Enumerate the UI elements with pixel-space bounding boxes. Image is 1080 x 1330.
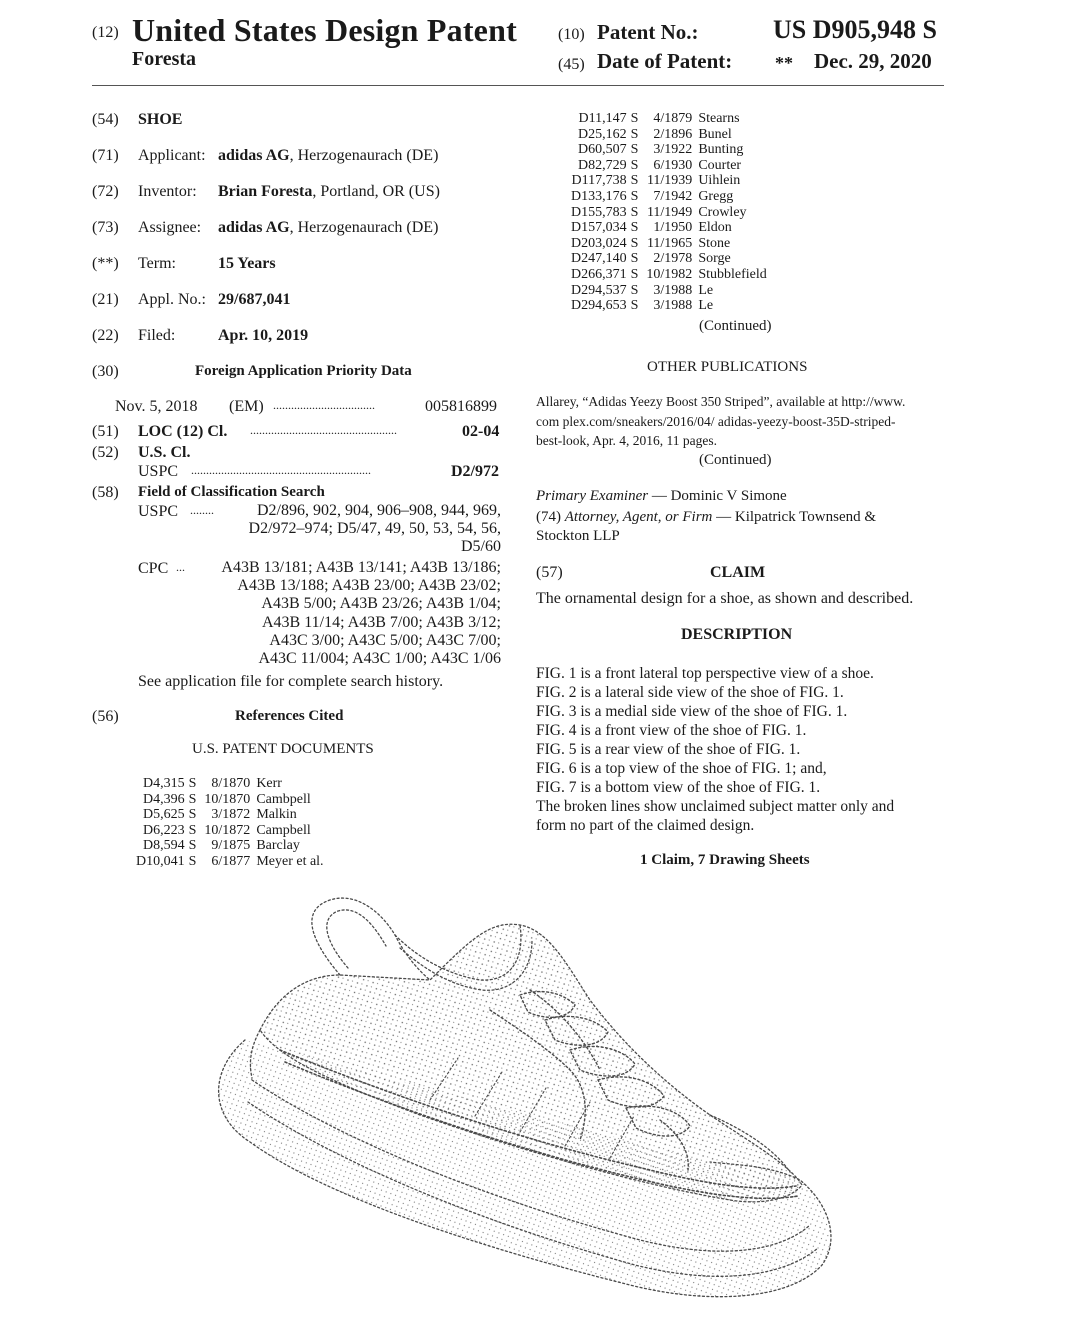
reference-date: 6/1930 <box>653 157 693 173</box>
inid-code-45: (45) <box>558 56 585 73</box>
priority-date: Nov. 5, 2018 <box>115 398 198 415</box>
inid-code-74: (74) <box>536 509 561 525</box>
reference-name: Sorge <box>698 251 731 267</box>
applicant-value <box>218 147 438 165</box>
reference-date: 6/1877 <box>211 853 251 869</box>
search-uspc-line: D5/60 <box>461 538 501 556</box>
inid-code-10: (10) <box>558 26 585 43</box>
inid-code-54: (54) <box>92 111 119 128</box>
cpc-line: A43B 11/14; A43B 7/00; A43B 3/12; <box>262 613 501 631</box>
inid-code-56: (56) <box>92 708 119 725</box>
inid-code-term: (**) <box>92 255 119 272</box>
reference-date: 8/1870 <box>211 776 251 791</box>
reference-date: 4/1879 <box>653 111 693 126</box>
right-references-table <box>571 111 767 314</box>
cpc-values <box>221 559 501 668</box>
priority-number: 005816899 <box>425 398 497 415</box>
description-line: FIG. 4 is a front view of the shoe of FIG. 1. <box>536 722 807 739</box>
reference-number: D25,162 <box>578 126 627 142</box>
inid-code-58: (58) <box>92 484 119 501</box>
reference-date: 3/1988 <box>653 298 693 314</box>
attorney-label: Attorney, Agent, or Firm <box>564 509 713 525</box>
priority-office: (EM) <box>229 398 264 415</box>
reference-name: Campbell <box>256 822 311 838</box>
reference-name: Malkin <box>256 807 297 823</box>
reference-date: 10/1872 <box>204 822 251 838</box>
description-body <box>536 664 894 835</box>
reference-kind: S <box>630 157 639 173</box>
reference-kind: S <box>630 235 639 251</box>
description-line: FIG. 5 is a rear view of the shoe of FIG. 1. <box>536 741 801 758</box>
assignee-value <box>218 219 438 237</box>
reference-number: D4,315 <box>143 776 185 791</box>
title-of-design: SHOE <box>138 111 183 128</box>
applicant-name: adidas AG <box>218 147 290 164</box>
inventor-short-name: Foresta <box>132 48 197 70</box>
cpc-line: A43B 13/188; A43B 23/00; A43B 23/02; <box>237 577 501 595</box>
reference-name: Stearns <box>698 111 740 126</box>
reference-date: 10/1870 <box>204 791 251 807</box>
search-uspc-line: D2/972–974; D5/47, 49, 50, 53, 54, 56, <box>248 520 501 538</box>
reference-name: Stone <box>698 235 731 251</box>
description-line: FIG. 7 is a bottom view of the shoe of FIG. 1. <box>536 779 821 796</box>
inid-code-12: (12) <box>92 24 119 41</box>
cpc-dots: ... <box>176 560 185 574</box>
reference-name: Crowley <box>698 204 747 220</box>
reference-number: D133,176 <box>571 188 627 204</box>
classification-search-title: Field of Classification Search <box>138 484 325 500</box>
reference-number: D5,625 <box>143 807 185 823</box>
reference-date: 10/1982 <box>646 266 693 282</box>
claim-title: CLAIM <box>710 564 766 581</box>
appl-no-label: Appl. No.: <box>138 291 206 308</box>
applicant-location: , Herzogenaurach (DE) <box>289 147 439 164</box>
date-of-patent-label: Date of Patent: <box>597 49 733 73</box>
reference-kind: S <box>188 853 197 869</box>
reference-row <box>571 205 767 221</box>
reference-row <box>136 807 324 823</box>
reference-kind: S <box>188 791 197 807</box>
cpc-line: A43B 13/181; A43B 13/141; A43B 13/186; <box>221 559 501 576</box>
reference-number: D11,147 <box>578 111 627 126</box>
reference-row <box>136 792 324 808</box>
reference-kind: S <box>630 126 639 142</box>
reference-kind: S <box>630 188 639 204</box>
search-uspc-dots: ........ <box>190 503 214 517</box>
attorney-firm-part1: — Kilpatrick Townsend & <box>712 509 877 525</box>
reference-kind: S <box>630 251 639 267</box>
cpc-label: CPC <box>138 560 169 577</box>
cpc-line: A43B 5/00; A43B 23/26; A43B 1/04; <box>261 595 501 613</box>
inventor-name: Brian Foresta <box>218 183 313 200</box>
loc-leader-dots: ................................................. <box>250 423 397 437</box>
reference-row <box>571 220 767 236</box>
cpc-line: A43C 11/004; A43C 1/00; A43C 1/06 <box>258 650 501 668</box>
claim-text: The ornamental design for a shoe, as shown and described. <box>536 590 914 607</box>
inid-code-30: (30) <box>92 363 119 380</box>
reference-row <box>571 111 767 127</box>
shoe-drawing <box>190 880 850 1310</box>
publication-line: Allarey, “Adidas Yeezy Boost 350 Striped”, available at http://www. <box>536 394 906 409</box>
references-cited-title: References Cited <box>235 708 344 724</box>
loc-class-label: LOC (12) Cl. <box>138 423 228 440</box>
reference-kind: S <box>630 111 639 126</box>
description-line: form no part of the claimed design. <box>536 817 755 834</box>
reference-row <box>571 158 767 174</box>
description-line: FIG. 3 is a medial side view of the shoe of FIG. 1. <box>536 703 848 720</box>
priority-leader-dots: .................................. <box>273 398 375 412</box>
reference-name: Stubblefield <box>698 266 767 282</box>
appl-no-value: 29/687,041 <box>218 291 291 308</box>
document-type-title: United States Design Patent <box>132 12 517 48</box>
reference-row <box>136 854 324 870</box>
reference-name: Bunting <box>698 142 744 158</box>
reference-number: D203,024 <box>571 235 627 251</box>
description-line: FIG. 2 is a lateral side view of the shoe of FIG. 1. <box>536 684 844 701</box>
publication-line: com plex.com/sneakers/2016/04/ adidas-yeezy-boost-35D-striped- <box>536 413 896 429</box>
inid-code-51: (51) <box>92 423 119 440</box>
reference-row <box>136 838 324 854</box>
reference-row <box>571 298 767 314</box>
reference-number: D117,738 <box>571 173 627 189</box>
reference-name: Le <box>698 298 714 314</box>
inventor-location: , Portland, OR (US) <box>312 183 440 200</box>
reference-kind: S <box>630 266 639 282</box>
inid-code-52: (52) <box>92 444 119 461</box>
inid-code-72: (72) <box>92 183 119 200</box>
inid-code-22: (22) <box>92 327 119 344</box>
reference-row <box>136 776 324 792</box>
reference-number: D266,371 <box>571 266 627 282</box>
filed-value: Apr. 10, 2019 <box>218 327 309 344</box>
reference-date: 9/1875 <box>211 838 251 854</box>
description-line: The broken lines show unclaimed subject matter only and <box>536 798 895 815</box>
reference-date: 11/1939 <box>646 173 693 189</box>
term-value: 15 Years <box>218 255 276 272</box>
attorney-line <box>536 509 876 526</box>
reference-date: 11/1965 <box>646 235 693 251</box>
reference-name: Barclay <box>256 838 300 854</box>
reference-kind: S <box>630 142 639 158</box>
publications-continued: (Continued) <box>699 452 772 468</box>
reference-row <box>571 251 767 267</box>
reference-name: Bunel <box>698 126 732 142</box>
foreign-priority-title: Foreign Application Priority Data <box>195 363 412 379</box>
primary-examiner-label: Primary Examiner <box>536 488 649 504</box>
description-line: FIG. 1 is a front lateral top perspective view of a shoe. <box>536 665 874 682</box>
description-title: DESCRIPTION <box>681 626 793 643</box>
search-uspc-label: USPC <box>138 503 179 520</box>
reference-name: Le <box>698 282 714 298</box>
reference-date: 2/1978 <box>653 251 693 267</box>
reference-number: D8,594 <box>143 838 185 854</box>
claims-sheets-count: 1 Claim, 7 Drawing Sheets <box>640 852 810 868</box>
inventor-label: Inventor: <box>138 183 197 200</box>
reference-number: D155,783 <box>571 204 627 220</box>
term-label: Term: <box>138 255 176 272</box>
inventor-value <box>218 183 440 201</box>
reference-date: 11/1949 <box>646 204 693 220</box>
us-class-label: U.S. Cl. <box>138 444 191 461</box>
primary-examiner-name: — Dominic V Simone <box>648 488 787 504</box>
publication-line: best-look, Apr. 4, 2016, 11 pages. <box>536 433 717 448</box>
reference-name: Gregg <box>698 188 734 204</box>
search-uspc-line: D2/896, 902, 904, 906–908, 944, 969, <box>257 502 501 519</box>
other-publication-entry <box>536 392 905 451</box>
attorney-firm-part2: Stockton LLP <box>536 528 620 544</box>
reference-number: D4,396 <box>143 791 185 807</box>
reference-number: D294,653 <box>571 298 627 314</box>
reference-kind: S <box>188 807 197 823</box>
reference-name: Cambpell <box>256 791 311 807</box>
reference-row <box>136 823 324 839</box>
reference-name: Courter <box>698 157 742 173</box>
reference-date: 3/1922 <box>653 142 693 158</box>
reference-number: D294,537 <box>571 282 627 298</box>
assignee-location: , Herzogenaurach (DE) <box>289 219 439 236</box>
reference-number: D6,223 <box>143 822 185 838</box>
reference-row <box>571 189 767 205</box>
patent-date: Dec. 29, 2020 <box>814 49 932 73</box>
reference-date: 2/1896 <box>653 126 693 142</box>
us-patent-documents-title: U.S. PATENT DOCUMENTS <box>192 741 374 757</box>
reference-number: D247,140 <box>571 251 627 267</box>
other-publications-title: OTHER PUBLICATIONS <box>647 359 808 375</box>
uspc-leader-dots: ............................................................ <box>191 463 371 477</box>
cpc-line: A43C 3/00; A43C 5/00; A43C 7/00; <box>269 631 501 649</box>
search-uspc-values <box>249 502 501 557</box>
reference-date: 3/1988 <box>653 282 693 298</box>
reference-kind: S <box>188 822 197 838</box>
reference-row <box>571 173 767 189</box>
reference-kind: S <box>630 298 639 314</box>
reference-number: D82,729 <box>578 157 627 173</box>
reference-kind: S <box>188 776 197 791</box>
reference-date: 1/1950 <box>653 220 693 236</box>
description-line: FIG. 6 is a top view of the shoe of FIG. 1; and, <box>536 760 827 777</box>
inid-code-73: (73) <box>92 219 119 236</box>
reference-row <box>571 142 767 158</box>
reference-kind: S <box>630 282 639 298</box>
inid-code-57: (57) <box>536 564 563 581</box>
heel-tab <box>312 898 430 980</box>
term-extension-marker: ** <box>775 53 793 73</box>
inid-code-21: (21) <box>92 291 119 308</box>
reference-number: D10,041 <box>136 853 185 869</box>
reference-row <box>571 127 767 143</box>
reference-kind: S <box>630 220 639 236</box>
reference-name: Meyer et al. <box>256 853 324 869</box>
reference-number: D60,507 <box>578 142 627 158</box>
reference-row <box>571 283 767 299</box>
uspc-value: D2/972 <box>451 463 499 480</box>
reference-number: D157,034 <box>571 220 627 236</box>
reference-kind: S <box>188 838 197 854</box>
reference-kind: S <box>630 173 639 189</box>
loc-class-value: 02-04 <box>462 423 500 440</box>
primary-examiner-line <box>536 488 787 505</box>
applicant-label: Applicant: <box>138 147 206 164</box>
assignee-name: adidas AG <box>218 219 290 236</box>
patent-no-label: Patent No.: <box>597 20 699 44</box>
header-divider <box>92 85 944 86</box>
patent-number: US D905,948 S <box>773 15 937 44</box>
reference-date: 7/1942 <box>653 188 693 204</box>
reference-kind: S <box>630 204 639 220</box>
left-references-table <box>136 776 324 870</box>
references-continued: (Continued) <box>699 318 772 334</box>
reference-name: Kerr <box>256 776 282 791</box>
filed-label: Filed: <box>138 327 176 344</box>
search-history-note: See application file for complete search history. <box>138 673 444 690</box>
reference-name: Eldon <box>698 220 732 236</box>
inid-code-71: (71) <box>92 147 119 164</box>
reference-date: 3/1872 <box>211 807 251 823</box>
reference-row <box>571 236 767 252</box>
reference-name: Uihlein <box>698 173 741 189</box>
uspc-label: USPC <box>138 463 179 480</box>
assignee-label: Assignee: <box>138 219 202 236</box>
reference-row <box>571 267 767 283</box>
